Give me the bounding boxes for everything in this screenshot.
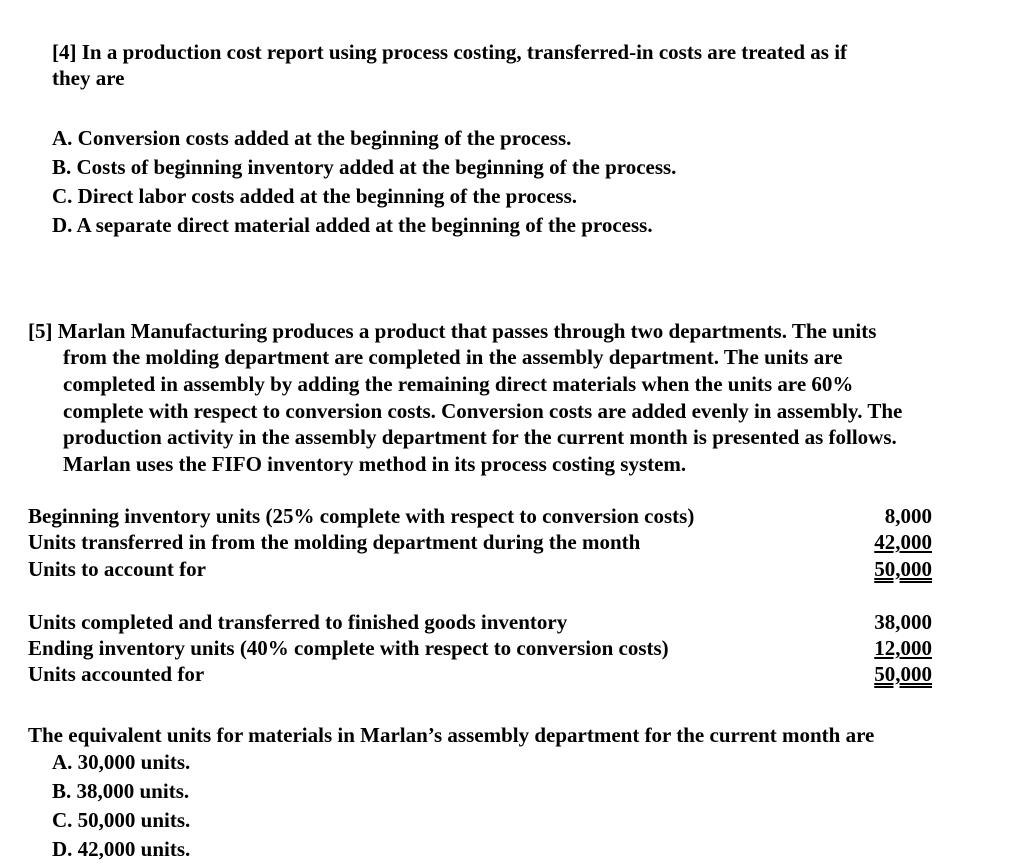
q5-stem-line-2: from the molding department are completed in the assembly department. The units are bbox=[63, 345, 843, 369]
table-row-value: 38,000 bbox=[874, 610, 932, 634]
q5-stem-line-5: production activity in the assembly department for the current month is presented as follows. bbox=[63, 425, 897, 449]
q5-option-d: D. 42,000 units. bbox=[52, 837, 191, 861]
table-row-value-wrap bbox=[812, 635, 932, 661]
q5-option-b: B. 38,000 units. bbox=[52, 779, 190, 803]
table-row-value: 50,000 bbox=[874, 662, 932, 686]
table-row-label: Units to account for bbox=[28, 557, 206, 581]
q4-option-d: D. A separate direct material added at the beginning of the process. bbox=[52, 213, 653, 237]
q4-option-c: C. Direct labor costs added at the beginning of the process. bbox=[52, 184, 577, 208]
q5-option-a: A. 30,000 units. bbox=[52, 750, 191, 774]
q5-question: The equivalent units for materials in Marlan’s assembly department for the current month are bbox=[28, 723, 875, 747]
table-row-value: 50,000 bbox=[874, 557, 932, 581]
table-row-value-wrap bbox=[812, 661, 932, 687]
table-row-value-wrap bbox=[812, 529, 932, 555]
q4-option-b: B. Costs of beginning inventory added at the beginning of the process. bbox=[52, 155, 677, 179]
table-row-value: 42,000 bbox=[874, 530, 932, 554]
table-row-label: Beginning inventory units (25% complete with respect to conversion costs) bbox=[28, 504, 695, 528]
table-row-label: Units transferred in from the molding department during the month bbox=[28, 530, 641, 554]
table-row-value-wrap bbox=[812, 556, 932, 582]
table-row-label: Units completed and transferred to finished goods inventory bbox=[28, 610, 568, 634]
q5-stem-line-4: complete with respect to conversion costs. Conversion costs are added evenly in assembly. The bbox=[63, 399, 903, 423]
q5-stem-line-6: Marlan uses the FIFO inventory method in its process costing system. bbox=[63, 452, 687, 476]
table-row-label: Units accounted for bbox=[28, 662, 205, 686]
table-row-value: 12,000 bbox=[874, 636, 932, 660]
q5-stem-line-1: [5] Marlan Manufacturing produces a product that passes through two departments. The units bbox=[28, 319, 877, 343]
q4-stem-line-2: they are bbox=[52, 66, 125, 90]
q5-stem-line-3: completed in assembly by adding the remaining direct materials when the units are 60% bbox=[63, 372, 854, 396]
q4-option-a: A. Conversion costs added at the beginning of the process. bbox=[52, 126, 572, 150]
q5-option-c: C. 50,000 units. bbox=[52, 808, 191, 832]
table-row-label: Ending inventory units (40% complete with respect to conversion costs) bbox=[28, 636, 669, 660]
table-row-value: 8,000 bbox=[884, 504, 932, 528]
q4-stem-line-1: [4] In a production cost report using process costing, transferred-in costs are treated as if bbox=[52, 40, 848, 64]
